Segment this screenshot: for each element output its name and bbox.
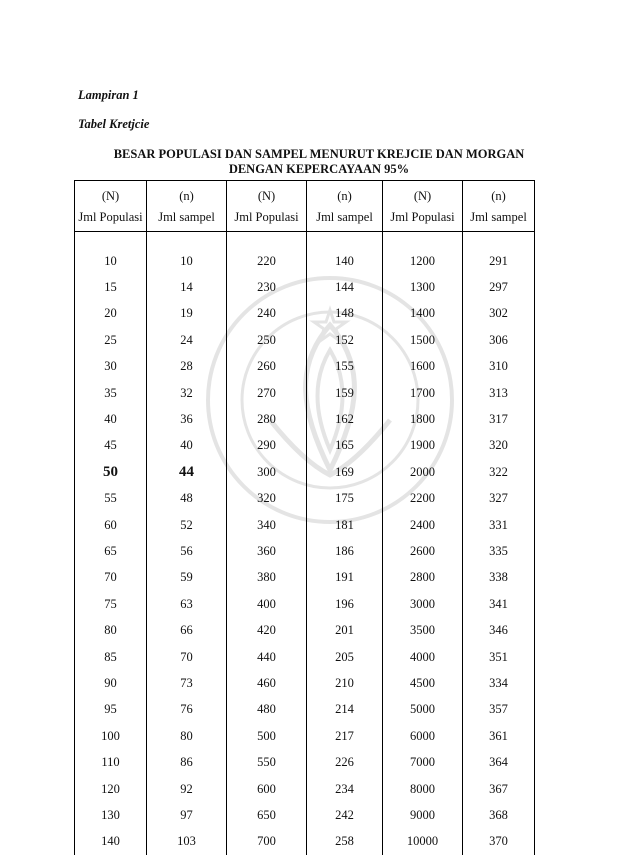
table-header xyxy=(75,181,535,232)
table-cell: 44 xyxy=(147,459,227,485)
table-cell: 75 xyxy=(75,591,147,617)
table-cell: 162 xyxy=(307,406,383,432)
header-cell: Jml sampel xyxy=(463,204,535,232)
table-cell: 260 xyxy=(227,354,307,380)
table-cell: 3500 xyxy=(383,617,463,643)
header-cell: (N) xyxy=(75,181,147,205)
table-cell: 500 xyxy=(227,723,307,749)
table-cell: 364 xyxy=(463,749,535,775)
table-cell: 103 xyxy=(147,829,227,855)
table-cell: 380 xyxy=(227,565,307,591)
table-cell: 90 xyxy=(75,670,147,696)
table-cell: 59 xyxy=(147,565,227,591)
table-row xyxy=(75,512,535,538)
table-cell: 20 xyxy=(75,301,147,327)
appendix-label: Lampiran 1 xyxy=(78,88,139,102)
table-row xyxy=(75,591,535,617)
header-cell: (n) xyxy=(307,181,383,205)
header-cell: (n) xyxy=(463,181,535,205)
table-cell: 140 xyxy=(75,829,147,855)
table-cell: 152 xyxy=(307,327,383,353)
table-cell: 159 xyxy=(307,380,383,406)
table-cell: 302 xyxy=(463,301,535,327)
table-cell: 370 xyxy=(463,829,535,855)
table-cell: 169 xyxy=(307,459,383,485)
table-cell: 270 xyxy=(227,380,307,406)
table-cell: 40 xyxy=(147,433,227,459)
table-row xyxy=(75,776,535,802)
table-cell: 92 xyxy=(147,776,227,802)
table-cell: 230 xyxy=(227,274,307,300)
table-cell: 95 xyxy=(75,697,147,723)
table-cell: 357 xyxy=(463,697,535,723)
table-cell: 258 xyxy=(307,829,383,855)
table-row xyxy=(75,829,535,855)
table-cell: 234 xyxy=(307,776,383,802)
table-cell: 63 xyxy=(147,591,227,617)
table-row xyxy=(75,354,535,380)
table-cell: 420 xyxy=(227,617,307,643)
table-cell: 55 xyxy=(75,486,147,512)
table-cell: 460 xyxy=(227,670,307,696)
table-cell: 226 xyxy=(307,749,383,775)
table-cell: 297 xyxy=(463,274,535,300)
table-cell: 165 xyxy=(307,433,383,459)
table-cell: 155 xyxy=(307,354,383,380)
table-cell: 217 xyxy=(307,723,383,749)
table-cell: 60 xyxy=(75,512,147,538)
table-cell: 144 xyxy=(307,274,383,300)
table-cell: 36 xyxy=(147,406,227,432)
table-cell: 19 xyxy=(147,301,227,327)
table-cell: 1500 xyxy=(383,327,463,353)
table-cell: 2400 xyxy=(383,512,463,538)
table-cell: 70 xyxy=(147,644,227,670)
table-cell: 65 xyxy=(75,538,147,564)
table-cell: 2000 xyxy=(383,459,463,485)
table-row xyxy=(75,301,535,327)
table-cell: 440 xyxy=(227,644,307,670)
header-row-labels xyxy=(75,204,535,232)
table-row xyxy=(75,644,535,670)
table-cell: 6000 xyxy=(383,723,463,749)
table-cell: 338 xyxy=(463,565,535,591)
table-cell: 28 xyxy=(147,354,227,380)
table-cell: 1800 xyxy=(383,406,463,432)
table-cell: 290 xyxy=(227,433,307,459)
table-cell: 322 xyxy=(463,459,535,485)
table-cell: 214 xyxy=(307,697,383,723)
table-cell: 2200 xyxy=(383,486,463,512)
table-label: Tabel Kretjcie xyxy=(78,117,150,131)
table-row xyxy=(75,248,535,274)
table-cell: 331 xyxy=(463,512,535,538)
table-cell: 196 xyxy=(307,591,383,617)
table-cell: 32 xyxy=(147,380,227,406)
table-cell: 210 xyxy=(307,670,383,696)
table-cell: 320 xyxy=(227,486,307,512)
table-row xyxy=(75,670,535,696)
table-row xyxy=(75,406,535,432)
table-cell: 550 xyxy=(227,749,307,775)
table-cell: 306 xyxy=(463,327,535,353)
table-cell: 30 xyxy=(75,354,147,380)
table-cell: 1600 xyxy=(383,354,463,380)
table-row xyxy=(75,486,535,512)
table-cell: 48 xyxy=(147,486,227,512)
table-cell: 10 xyxy=(75,248,147,274)
table-cell: 52 xyxy=(147,512,227,538)
table-cell: 334 xyxy=(463,670,535,696)
header-row-symbols xyxy=(75,181,535,205)
table-row xyxy=(75,380,535,406)
table-row xyxy=(75,565,535,591)
table-cell: 367 xyxy=(463,776,535,802)
header-cell: Jml sampel xyxy=(307,204,383,232)
table-cell: 291 xyxy=(463,248,535,274)
table-cell: 14 xyxy=(147,274,227,300)
table-cell: 15 xyxy=(75,274,147,300)
spacer-row xyxy=(75,232,535,249)
table-cell: 341 xyxy=(463,591,535,617)
table-cell: 340 xyxy=(227,512,307,538)
header-cell: (N) xyxy=(383,181,463,205)
table-cell: 480 xyxy=(227,697,307,723)
table-cell: 1700 xyxy=(383,380,463,406)
table-cell: 100 xyxy=(75,723,147,749)
table-cell: 242 xyxy=(307,802,383,828)
table-row xyxy=(75,327,535,353)
table-cell: 360 xyxy=(227,538,307,564)
header-cell: (N) xyxy=(227,181,307,205)
table-cell: 346 xyxy=(463,617,535,643)
table-cell: 2800 xyxy=(383,565,463,591)
table-row xyxy=(75,538,535,564)
table-row xyxy=(75,274,535,300)
table-cell: 650 xyxy=(227,802,307,828)
table-cell: 250 xyxy=(227,327,307,353)
table-cell: 335 xyxy=(463,538,535,564)
table-cell: 1300 xyxy=(383,274,463,300)
table-cell: 351 xyxy=(463,644,535,670)
table-cell: 70 xyxy=(75,565,147,591)
table-row xyxy=(75,617,535,643)
krejcie-morgan-table xyxy=(74,180,535,855)
table-cell: 45 xyxy=(75,433,147,459)
table-cell: 76 xyxy=(147,697,227,723)
table-cell: 97 xyxy=(147,802,227,828)
table-cell: 10 xyxy=(147,248,227,274)
header-cell: Jml Populasi xyxy=(383,204,463,232)
table-cell: 361 xyxy=(463,723,535,749)
table-cell: 240 xyxy=(227,301,307,327)
table-cell: 40 xyxy=(75,406,147,432)
table-cell: 85 xyxy=(75,644,147,670)
header-cell: Jml sampel xyxy=(147,204,227,232)
header-cell: Jml Populasi xyxy=(227,204,307,232)
table-cell: 327 xyxy=(463,486,535,512)
table-cell: 186 xyxy=(307,538,383,564)
table-cell: 66 xyxy=(147,617,227,643)
table-cell: 80 xyxy=(147,723,227,749)
table-cell: 73 xyxy=(147,670,227,696)
table-cell: 191 xyxy=(307,565,383,591)
table-cell: 86 xyxy=(147,749,227,775)
table-cell: 2600 xyxy=(383,538,463,564)
table-title-line2: DENGAN KEPERCAYAAN 95% xyxy=(228,162,410,176)
table-cell: 320 xyxy=(463,433,535,459)
table-cell: 8000 xyxy=(383,776,463,802)
table-cell: 140 xyxy=(307,248,383,274)
table-cell: 56 xyxy=(147,538,227,564)
table-cell: 317 xyxy=(463,406,535,432)
header-cell: Jml Populasi xyxy=(75,204,147,232)
table-cell: 310 xyxy=(463,354,535,380)
table-cell: 600 xyxy=(227,776,307,802)
table-cell: 300 xyxy=(227,459,307,485)
table-cell: 148 xyxy=(307,301,383,327)
table-cell: 50 xyxy=(75,459,147,485)
table-cell: 10000 xyxy=(383,829,463,855)
table-cell: 181 xyxy=(307,512,383,538)
table-cell: 25 xyxy=(75,327,147,353)
table-cell: 5000 xyxy=(383,697,463,723)
table-cell: 9000 xyxy=(383,802,463,828)
table-title-line1: BESAR POPULASI DAN SAMPEL MENURUT KREJCIE DAN MORGAN xyxy=(113,147,525,161)
table-cell: 1900 xyxy=(383,433,463,459)
table-cell: 35 xyxy=(75,380,147,406)
table-cell: 80 xyxy=(75,617,147,643)
table-cell: 175 xyxy=(307,486,383,512)
table-cell: 4000 xyxy=(383,644,463,670)
table-row xyxy=(75,723,535,749)
table-cell: 1400 xyxy=(383,301,463,327)
table-cell: 400 xyxy=(227,591,307,617)
table-row xyxy=(75,697,535,723)
table-cell: 7000 xyxy=(383,749,463,775)
table-body xyxy=(75,232,535,855)
table-cell: 205 xyxy=(307,644,383,670)
table-cell: 3000 xyxy=(383,591,463,617)
table-cell: 130 xyxy=(75,802,147,828)
table-cell: 368 xyxy=(463,802,535,828)
table-row xyxy=(75,433,535,459)
table-cell: 700 xyxy=(227,829,307,855)
table-cell: 201 xyxy=(307,617,383,643)
table-row xyxy=(75,459,535,485)
table-row xyxy=(75,802,535,828)
table-cell: 110 xyxy=(75,749,147,775)
table-cell: 220 xyxy=(227,248,307,274)
table-cell: 4500 xyxy=(383,670,463,696)
table-cell: 1200 xyxy=(383,248,463,274)
table-cell: 24 xyxy=(147,327,227,353)
header-cell: (n) xyxy=(147,181,227,205)
table-cell: 280 xyxy=(227,406,307,432)
table-cell: 120 xyxy=(75,776,147,802)
table-row xyxy=(75,749,535,775)
table-cell: 313 xyxy=(463,380,535,406)
